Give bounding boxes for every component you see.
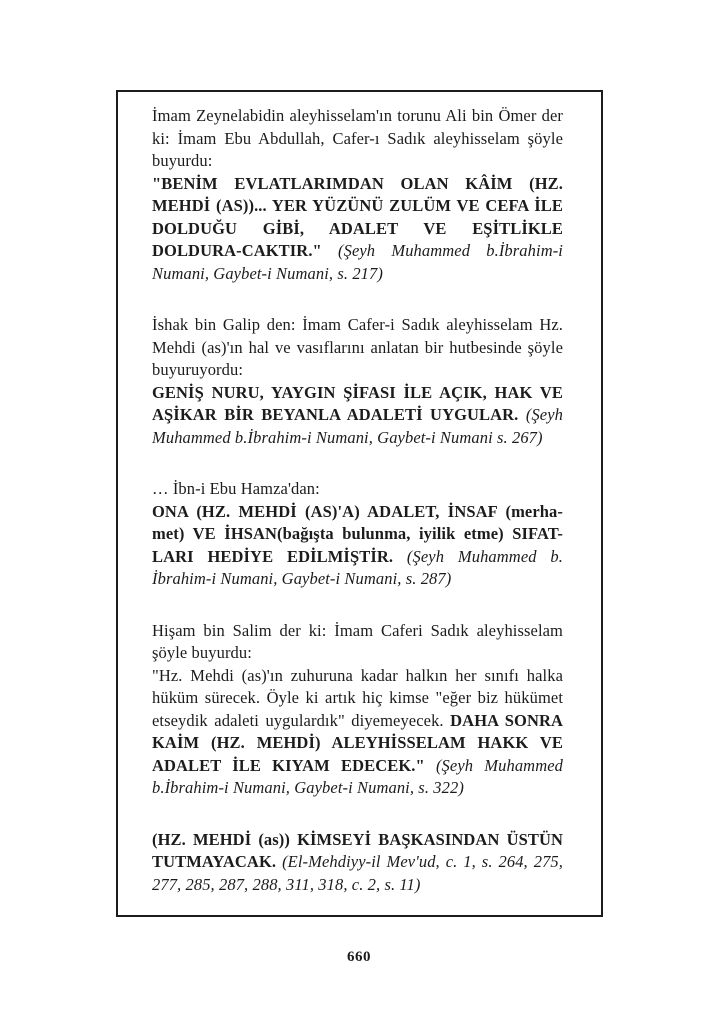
text-segment: (Şeyh Muhammed b.İbrahim-i Numani, Gaybet-i Numani, s. 322) xyxy=(152,755,563,797)
text-segment: "BENİM EVLATLARIMDAN OLAN KÂİM (HZ. MEHDİ (AS))... YER YÜZÜNÜ ZULÜM VE CEFA İLE DOLDUĞU GİBİ, ADALET VE EŞİTLİKLE DOLDURA-CAKTIR." xyxy=(152,173,563,260)
text-segment: DAHA SONRA KAİM (HZ. MEHDİ) ALEYHİSSELAM HAKK VE ADALET İLE KIYAM EDECEK." xyxy=(152,710,563,775)
paragraph xyxy=(152,665,563,800)
text-segment: İshak bin Galip den: İmam Cafer-i Sadık aleyhisselam Hz. Mehdi (as)'ın hal ve vasıflarını anlatan bir hutbesinde şöyle buyuruyordu: xyxy=(152,315,563,379)
text-frame-border xyxy=(116,90,603,917)
paragraph xyxy=(152,382,563,450)
paragraph xyxy=(152,314,563,382)
text-segment: (HZ. MEHDİ (as)) KİMSEYİ BAŞKASINDAN ÜSTÜN TUTMAYACAK. xyxy=(152,829,563,871)
paragraph xyxy=(152,105,563,173)
paragraph xyxy=(152,829,563,897)
paragraph xyxy=(152,620,563,665)
text-segment: İmam Zeynelabidin aleyhisselam'ın torunu Ali bin Ömer der ki: İmam Ebu Abdullah, Cafer-ı Sadık aleyhisselam şöyle buyurdu: xyxy=(152,106,563,170)
text-segment: (Şeyh Muhammed b. İbrahim-i Numani, Gaybet-i Numani, s. 287) xyxy=(152,546,563,588)
text-segment: … İbn-i Ebu Hamza'dan: xyxy=(152,479,320,498)
text-segment: ONA (HZ. MEHDİ (AS)'A) ADALET, İNSAF (merha-met) VE İHSAN(bağışta bulunma, iyilik etme) SIFAT-LARI HEDİYE EDİLMİŞTİR. xyxy=(152,501,563,566)
text-segment: Hişam bin Salim der ki: İmam Caferi Sadık aleyhisselam şöyle buyurdu: xyxy=(152,620,563,662)
text-segment: "Hz. Mehdi (as)'ın zuhuruna kadar halkın her sınıfı halka hüküm sürecek. Öyle ki artık hiç kimse "eğer biz hükümet etseydik adaleti uygulardık" diyemeyecek. xyxy=(152,665,563,730)
page-body xyxy=(152,105,563,896)
text-segment: (El-Mehdiyy-il Mev'ud, c. 1, s. 264, 275, 277, 285, 287, 288, 311, 318, c. 2, s. 11) xyxy=(152,852,563,894)
paragraph xyxy=(152,173,563,286)
text-segment: (Şeyh Muhammed b.İbrahim-i Numani, Gaybet-i Numani, s. 217) xyxy=(152,241,563,283)
text-segment: GENİŞ NURU, YAYGIN ŞİFASI İLE AÇIK, HAK VE AŞİKAR BİR BEYANLA ADALETİ UYGULAR. xyxy=(152,382,563,424)
paragraph xyxy=(152,501,563,591)
paragraph xyxy=(152,478,563,501)
text-segment: (Şeyh Muhammed b.İbrahim-i Numani, Gaybet-i Numani s. 267) xyxy=(152,405,563,447)
page-number: 660 xyxy=(347,949,371,965)
